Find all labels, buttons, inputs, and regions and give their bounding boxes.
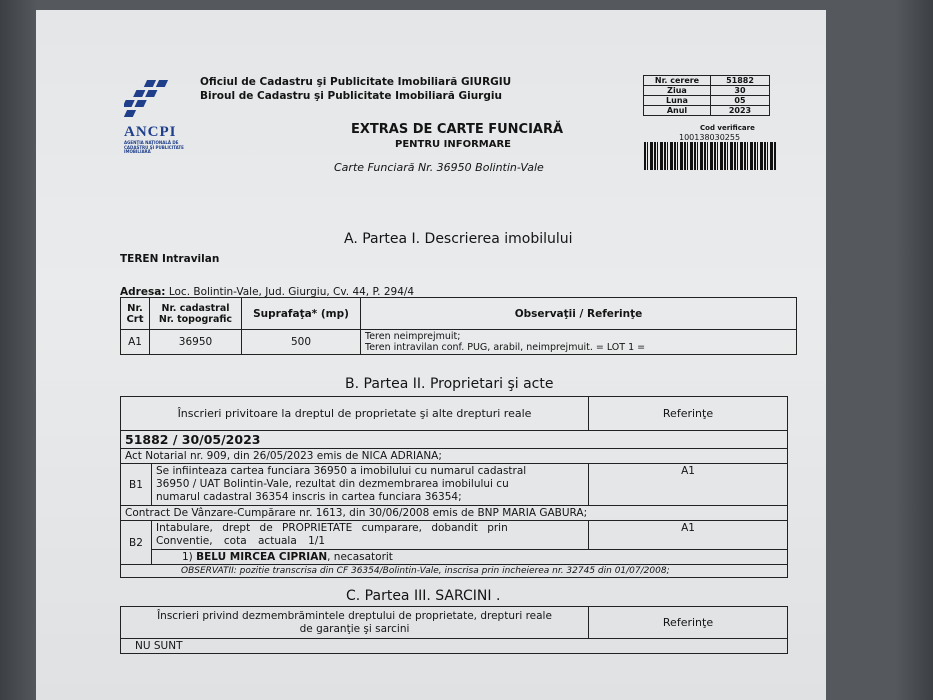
owner-name: BELU MIRCEA CIPRIAN <box>196 551 328 563</box>
col-observatii: Observaţii / Referinţe <box>361 298 797 330</box>
cerere-number: 51882 / 30/05/2023 <box>121 431 788 449</box>
entry-line: Conventie, cota actuala 1/1 <box>156 535 325 547</box>
logo-subtext: AGENŢIA NAŢIONALĂ DE CADASTRU ŞI PUBLICITATE IMOBILIARĂ <box>124 140 184 154</box>
header-line: Înscrieri privind dezmembrămintele dreptului de proprietate, drepturi reale <box>157 609 552 622</box>
entry-line: 36950 / UAT Bolintin-Vale, rezultat din dezmembrarea imobilului cu <box>156 478 509 490</box>
entry-id: B2 <box>121 521 152 565</box>
partB-table <box>120 396 788 578</box>
verif-code: 100138030255 <box>679 133 741 142</box>
obs-line1: Teren neimprejmuit; <box>365 331 461 342</box>
act-notarial: Act Notarial nr. 909, din 26/05/2023 emis de NICA ADRIANA; <box>121 449 788 464</box>
col-inscrieri: Înscrieri privitoare la dreptul de proprietate şi alte drepturi reale <box>121 397 589 431</box>
table-header-row <box>121 607 788 639</box>
info-label: Luna <box>644 96 711 106</box>
col-referinte: Referinţe <box>589 607 788 639</box>
cell-nr-cad: 36950 <box>150 330 242 355</box>
observatii-row <box>121 565 788 578</box>
doc-subtitle: PENTRU INFORMARE <box>395 139 511 150</box>
info-row <box>644 96 770 106</box>
partC-table <box>120 606 788 654</box>
sarcini-value: NU SUNT <box>121 639 788 654</box>
org-line2: Biroul de Cadastru şi Publicitate Imobiliară Giurgiu <box>200 90 502 102</box>
address-label: Adresa: <box>120 286 166 298</box>
owner-row <box>121 550 788 565</box>
table-header-row <box>121 397 788 431</box>
barcode <box>644 142 776 170</box>
table-row <box>121 639 788 654</box>
owner-num: 1) <box>182 551 193 563</box>
partA-title: A. Partea I. Descrierea imobilului <box>344 231 573 247</box>
act-row <box>121 506 788 521</box>
col-referinte: Referinţe <box>589 397 788 431</box>
doc-title: EXTRAS DE CARTE FUNCIARĂ <box>351 122 564 137</box>
act-row <box>121 449 788 464</box>
info-label: Ziua <box>644 86 711 96</box>
address-value: Loc. Bolintin-Vale, Jud. Giurgiu, Cv. 44, P. 294/4 <box>168 286 415 298</box>
entry-text <box>152 464 589 506</box>
info-value: 2023 <box>711 106 770 116</box>
partA-table <box>120 297 797 355</box>
col-suprafata: Suprafaţa* (mp) <box>242 298 361 330</box>
doc-cf-line: Carte Funciară Nr. 36950 Bolintin-Vale <box>334 161 544 174</box>
table-header-row <box>121 298 797 330</box>
cell-nr-crt: A1 <box>121 330 150 355</box>
info-label: Nr. cerere <box>644 76 711 86</box>
header-line: de garanţie şi sarcini <box>299 622 410 635</box>
table-row <box>121 521 788 550</box>
entry-line: Intabulare, drept de PROPRIETATE cumparare, dobandit prin <box>156 522 508 534</box>
partB-title: B. Partea II. Proprietari şi acte <box>345 376 554 392</box>
info-row <box>644 76 770 86</box>
col-nr-cad: Nr. cadastral Nr. topografic <box>150 298 242 330</box>
entry-ref: A1 <box>589 521 788 550</box>
table-row <box>121 330 797 355</box>
col-nr-crt: Nr. Crt <box>121 298 150 330</box>
entry-ref: A1 <box>589 464 788 506</box>
request-info-table <box>643 75 770 116</box>
contract-act: Contract De Vânzare-Cumpărare nr. 1613, din 30/06/2008 emis de BNP MARIA GABURA; <box>121 506 788 521</box>
cell-observatii <box>361 330 797 355</box>
cell-suprafata: 500 <box>242 330 361 355</box>
partC-title: C. Partea III. SARCINI . <box>346 588 501 604</box>
land-type: TEREN Intravilan <box>120 253 220 265</box>
ancpi-logo-icon <box>124 78 174 126</box>
entry-id: B1 <box>121 464 152 506</box>
verif-label: Cod verificare <box>700 124 755 132</box>
entry-line: Se infiinteaza cartea funciara 36950 a imobilului cu numarul cadastral <box>156 465 527 477</box>
entry-line: numarul cadastral 36354 inscris in cartea funciara 36354; <box>156 491 462 503</box>
entry-text <box>152 521 589 550</box>
info-row <box>644 106 770 116</box>
info-value: 30 <box>711 86 770 96</box>
owner <box>152 550 788 565</box>
info-value: 51882 <box>711 76 770 86</box>
obs-line2: Teren intravilan conf. PUG, arabil, neimprejmuit. = LOT 1 = <box>365 342 646 353</box>
owner-status: , necasatorit <box>327 551 393 563</box>
observatii: OBSERVATII: pozitie transcrisa din CF 36354/Bolintin-Vale, inscrisa prin incheierea nr. 32745 din 01/07/2008; <box>121 565 788 578</box>
table-row <box>121 464 788 506</box>
logo-text: ANCPI <box>124 124 177 140</box>
col-inscrieri-sarcini <box>121 607 589 639</box>
ancpi-logo <box>120 78 200 158</box>
document-page <box>36 10 826 700</box>
info-value: 05 <box>711 96 770 106</box>
info-label: Anul <box>644 106 711 116</box>
cerere-row <box>121 431 788 449</box>
info-row <box>644 86 770 96</box>
org-line1: Oficiul de Cadastru şi Publicitate Imobiliară GIURGIU <box>200 76 512 88</box>
